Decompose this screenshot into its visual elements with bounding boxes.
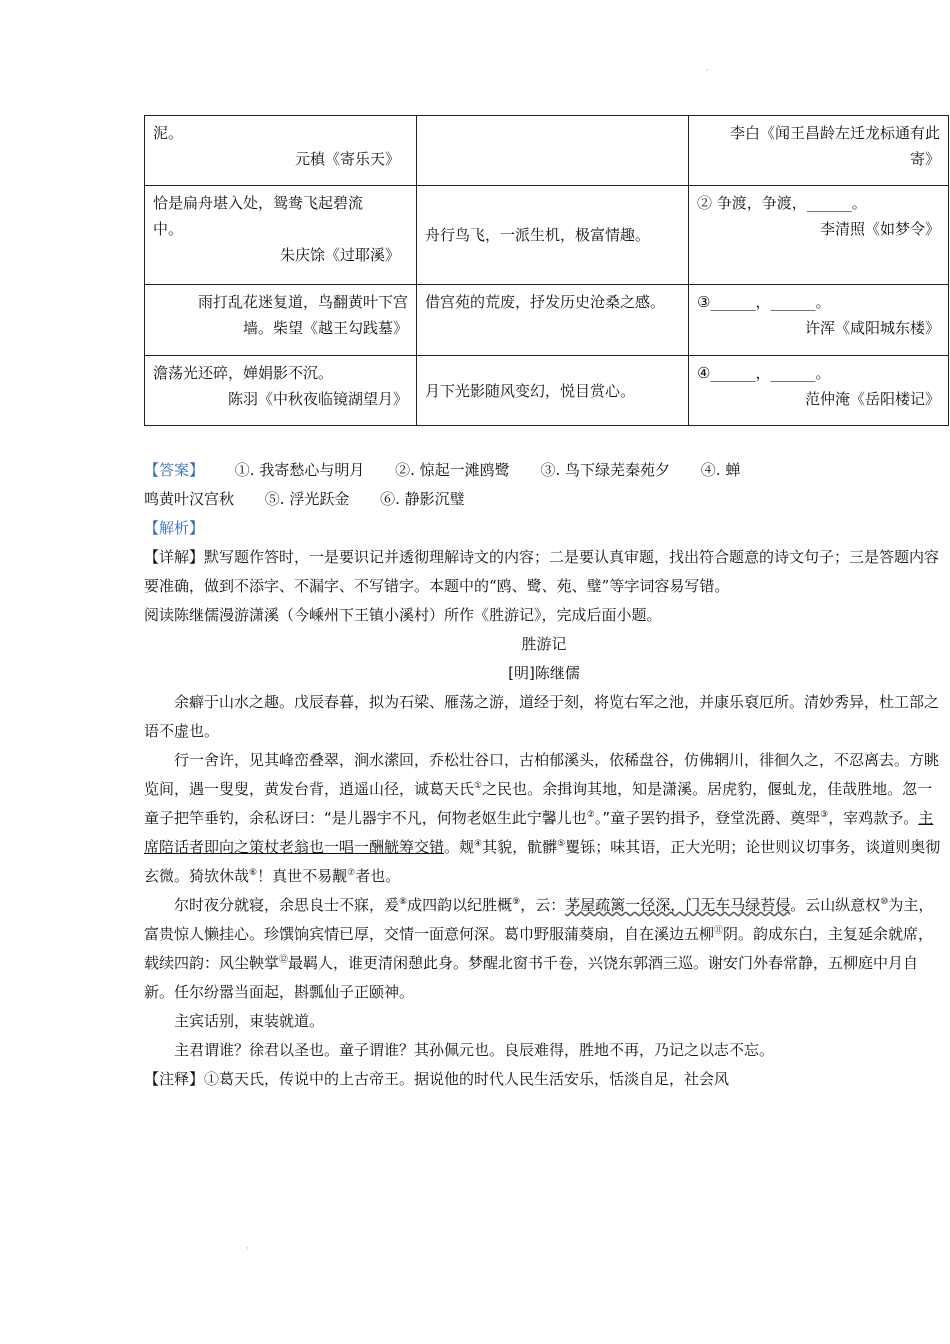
answer-line: 鸣黄叶汉宫秋 ⑤. 浮光跃金 ⑥. 静影沉璧 (144, 490, 465, 508)
essay-paragraph: 主宾话别，束装就道。 (174, 1012, 325, 1030)
reading-intro: 阅读陈继儒漫游潇溪（今嵊州下王镇小溪村）所作《胜游记》，完成后面小题。 (144, 606, 662, 624)
poem-table (144, 115, 949, 426)
essay (144, 630, 944, 1065)
wavy-underlined-verse: 茅屋疏篱一径深，门无车马绿苔侵 (565, 896, 791, 914)
table-cell: 泥。 元稹《寄乐天》 (145, 116, 417, 186)
essay-paragraph: 尔时夜分就寝，余思良士不寐，爰⑧成四韵以纪胜概⑨，云：茅屋疏篱一径深，门无车马绿苔侵。云山纵意权⑩为主，富贵惊人懒挂心。珍馔饷宾情已厚，交情一面意何深。葛巾野服蒲葵扇，自在溪边五柳⑪阴。韵成东白，主复延余就席，载续四韵：风尘鞅掌⑫最羁人，谁更清闲憩此身。梦醒北窗书千卷，兴饶东郭酒三巡。谢安门外春常静，五柳庭中月自新。任尔纷嚣当面起，斟瓢仙子正颐神。 (144, 896, 934, 1001)
essay-author: [明]陈继儒 (508, 664, 580, 682)
table-cell: ② 争渡，争渡，______。 李清照《如梦令》 (689, 186, 949, 285)
page-mark: · (706, 66, 709, 75)
essay-paragraph: 行一舍许，见其峰峦叠翠，涧水潆回，乔松壮谷口，古柏郁溪头，依稀盘谷，仿佛辋川，徘徊久之，不忍离去。方眺览间，遇一叟叟，黄发台背，逍遥山径，诚葛天氏①之民也。余揖询其地，知是潇溪。居虎豹，偃虬龙，佳哉胜地。忽一童子把竿垂钓，余私讶曰：“是儿器宇不凡，何物老妪生此宁馨儿也②。”童子罢钓揖予，登堂洗爵、奠斝③，宰鸡款予。主席陪话者即向之策杖老翁也一唱一酬觥筹交错。觌④其貌，骯髒⑤矍铄；味其语，正大光明；论世则议切事务，谈道则奥彻玄微。猗欤休哉⑥！真世不易觏⑦者也。 (144, 751, 941, 885)
table-cell: 借宫苑的荒废，抒发历史沧桑之感。 (417, 285, 689, 356)
table-cell (417, 116, 689, 186)
table-cell: 澹荡光还碎，婵娟影不沉。 陈羽《中秋夜临镜湖望月》 (145, 356, 417, 426)
table-cell: 恰是扁舟堪入处，鸳鸯飞起碧流 中。 朱庆馀《过耶溪》 (145, 186, 417, 285)
notes-tag: 【注释】 (144, 1070, 205, 1088)
analysis-tag: 【解析】 (144, 519, 205, 537)
table-cell: 李白《闻王昌龄左迁龙标通有此 寄》 (689, 116, 949, 186)
analysis-detail: 【详解】默写题作答时，一是要识记并透彻理解诗文的内容；二是要认真审题，找出符合题意的诗文句子；三是答题内容要准确，做到不添字、不漏字、不写错字。本题中的“鸥、鹭、苑、璧”等字词容易写错。 (144, 548, 940, 595)
table-cell: 雨打乱花迷复道，鸟翻黄叶下宫 墙。柴望《越王勾践墓》 (145, 285, 417, 356)
table-cell: 舟行鸟飞，一派生机，极富情趣。 (417, 186, 689, 285)
notes-line: 【注释】①葛天氏，传说中的上古帝王。据说他的时代人民生活安乐，恬淡自足，社会风 (144, 1070, 730, 1088)
document-body (144, 456, 944, 1094)
answer-tag: 【答案】 (144, 461, 205, 479)
essay-title: 胜游记 (521, 635, 567, 653)
essay-paragraph: 余癖于山水之趣。戊辰春暮，拟为石梁、雁荡之游，道经于刻，将览右军之池，并康乐裒厄所。清妙秀异，杜工部之语不虚也。 (144, 693, 940, 740)
page-mark: · (246, 1244, 249, 1253)
underlined-sentence: 主席陪话者即向之策杖老翁也一唱一酬觥筹交错 (144, 809, 934, 856)
table-cell: ④______，______。 范仲淹《岳阳楼记》 (689, 356, 949, 426)
essay-paragraph: 主君谓谁？徐君以圣也。童子谓谁？其孙佩元也。良辰难得，胜地不再，乃记之以志不忘。 (174, 1041, 775, 1059)
table-cell: 月下光影随风变幻，悦目赏心。 (417, 356, 689, 426)
answer-line: 【答案】 ①. 我寄愁心与明月 ②. 惊起一滩鸥鹭 ③. 鸟下绿芜秦苑夕 ④. 蝉 (144, 461, 741, 479)
table-cell: ③______，______。 许浑《咸阳城东楼》 (689, 285, 949, 356)
